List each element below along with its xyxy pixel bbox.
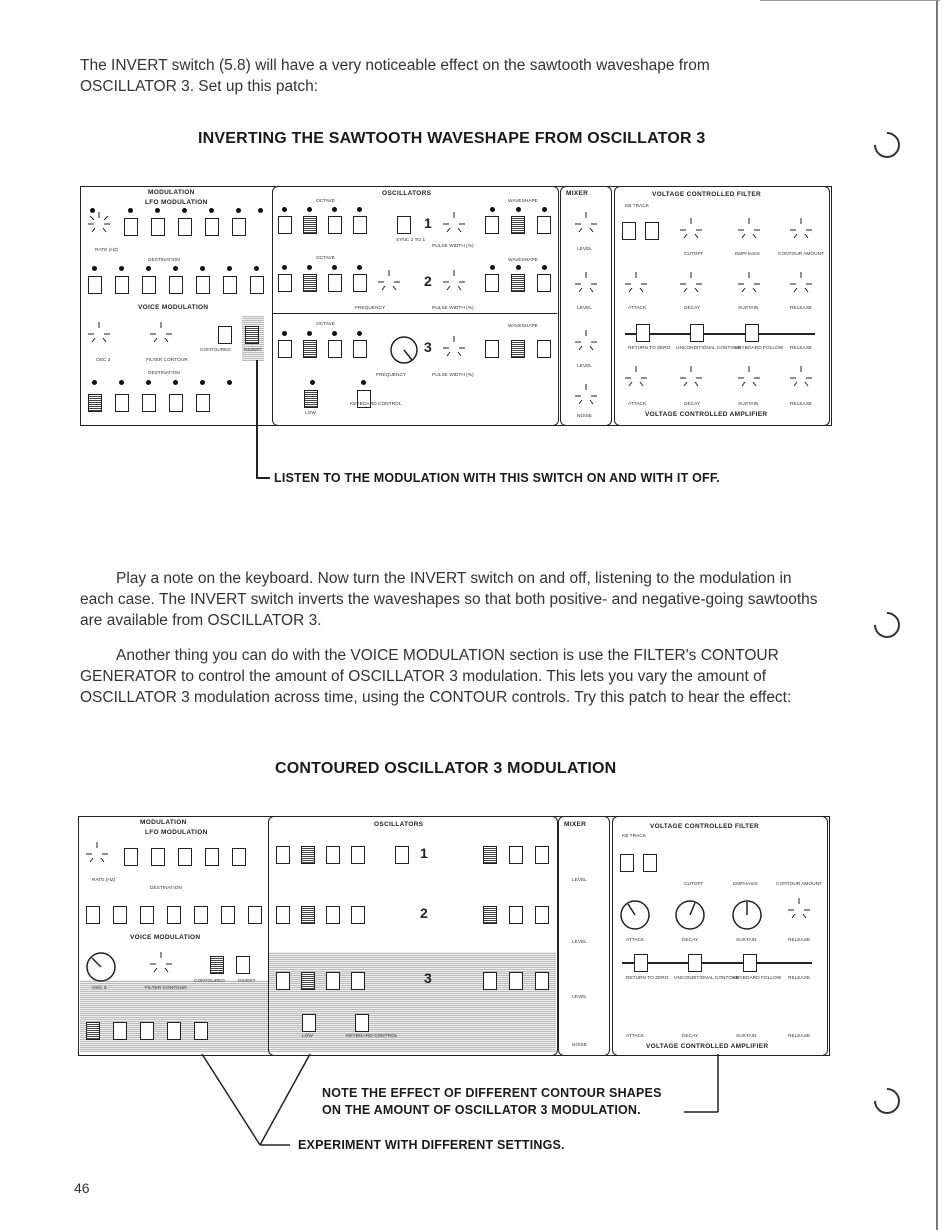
page-number: 46 [74, 1180, 90, 1196]
octave-label: OCTAVE [316, 322, 336, 327]
kbd-follow-label: KEYBOARD FOLLOW [733, 976, 782, 981]
kbd-control-label: KEYBOARD CONTROL [350, 402, 402, 407]
paragraph-2: Play a note on the keyboard. Now turn the INVERT switch on and off, listening to the modulation in each case. The INVERT switch inverts the waveshapes so that both positive- and negative-going sawtooths are available from OSCILLATOR 3. [80, 570, 818, 629]
waveshape-label: WAVESHAPE [508, 258, 538, 263]
waveshape-label: WAVESHAPE [508, 324, 538, 329]
return-to-zero-label: RETURN TO ZERO [628, 346, 671, 351]
unconditional-label: UNCONDITIONAL CONTOUR [676, 346, 742, 351]
osc2-label: OSC 2 [96, 358, 111, 363]
osc3-number: 3 [424, 970, 433, 986]
decay-label-2: DECAY [684, 402, 701, 407]
pw-label-3: PULSE WIDTH (%) [432, 373, 474, 378]
attack-label: ATTACK [628, 306, 647, 311]
lfo-title: LFO MODULATION [145, 199, 208, 206]
level-label: LEVEL [572, 940, 587, 945]
rate-label: RATE (HZ) [95, 248, 119, 253]
sync-label: SYNC 2 TO 1 [396, 238, 426, 243]
invert-label: INVERT [238, 979, 256, 984]
osc1-number: 1 [424, 215, 433, 231]
heading-inverting: INVERTING THE SAWTOOTH WAVESHAPE FROM OSCILLATOR 3 [198, 130, 706, 147]
attack-label: ATTACK [626, 938, 645, 943]
kbd-follow-label: KEYBOARD FOLLOW [735, 346, 784, 351]
freq-label: FREQUENCY [376, 373, 407, 378]
contour-amount-label: CONTOUR AMOUNT [778, 252, 825, 257]
return-to-zero-label: RETURN TO ZERO [626, 976, 669, 981]
contoured-label: CONTOURED [194, 979, 225, 984]
sustain-label-2: SUSTAIN [738, 402, 759, 407]
modulation-title: MODULATION [140, 819, 187, 826]
pw-label-2: PULSE WIDTH (%) [432, 306, 474, 311]
modulation-title: MODULATION [148, 189, 195, 196]
kbd-control-label: KEYBOARD CONTROL [346, 1034, 398, 1039]
intro-paragraph: The INVERT switch (5.8) will have a very noticeable effect on the sawtooth waveshape from OSCILLATOR 3. Set up this patch: [80, 57, 710, 95]
pw-label: PULSE WIDTH (%) [432, 244, 474, 249]
kbtrack-label: KB TRACK [625, 204, 649, 209]
caption-note-1: NOTE THE EFFECT OF DIFFERENT CONTOUR SHAPES [322, 1086, 662, 1100]
osc3-label: OSC 3 [92, 986, 107, 991]
vca-title: VOLTAGE CONTROLLED AMPLIFIER [646, 1043, 769, 1050]
release-label: RELEASE [790, 306, 813, 311]
emphasis-label: EMPHASIS [735, 252, 760, 257]
vcf-title: VOLTAGE CONTROLLED FILTER [650, 823, 759, 830]
noise-label: NOISE [572, 1043, 587, 1048]
heading-contoured: CONTOURED OSCILLATOR 3 MODULATION [275, 760, 617, 777]
caption-note-2: ON THE AMOUNT OF OSCILLATOR 3 MODULATION. [322, 1103, 641, 1117]
filter-contour-label: FILTER CONTOUR [145, 986, 187, 991]
low-label: LOW [305, 411, 316, 416]
invert-label: INVERT [244, 348, 262, 353]
emphasis-label: EMPHASIS [733, 882, 758, 887]
sustain-label: SUSTAIN [738, 306, 759, 311]
level-label: LEVEL [572, 878, 587, 883]
caption-listen: LISTEN TO THE MODULATION WITH THIS SWITCH ON AND WITH IT OFF. [274, 471, 720, 485]
release-label-3: RELEASE [788, 1034, 811, 1039]
mixer-title: MIXER [566, 190, 589, 197]
destination-label-2: DESTINATION [148, 371, 180, 376]
decay-label-2: DECAY [682, 1034, 699, 1039]
contour-amount-label: CONTOUR AMOUNT [776, 882, 823, 887]
freq-label: FREQUENCY [355, 306, 386, 311]
attack-label-2: ATTACK [628, 402, 647, 407]
level-label: LEVEL [572, 995, 587, 1000]
sustain-label: SUSTAIN [736, 938, 757, 943]
octave-label: OCTAVE [316, 199, 336, 204]
voice-mod-title: VOICE MODULATION [130, 934, 201, 941]
osc2-number: 2 [420, 905, 429, 921]
level-label: LEVEL [577, 306, 592, 311]
oscillators-title: OSCILLATORS [382, 190, 432, 197]
cutoff-label: CUTOFF [684, 882, 704, 887]
destination-label: DESTINATION [148, 258, 180, 263]
release-label-3: RELEASE [790, 402, 813, 407]
cutoff-label: CUTOFF [684, 252, 704, 257]
attack-label-2: ATTACK [626, 1034, 645, 1039]
filter-contour-label: FILTER CONTOUR [146, 358, 188, 363]
caption-experiment: EXPERIMENT WITH DIFFERENT SETTINGS. [298, 1138, 565, 1152]
paragraph-3: Another thing you can do with the VOICE MODULATION section is use the FILTER's CONTOUR GENERATOR to control the amount of OSCILLATOR 3 modulation. This lets you vary the amount of OSCILLATOR 3 modulation across time, using the CONTOUR controls. Try this patch to hear the effect: [80, 647, 792, 706]
mixer-title: MIXER [564, 821, 587, 828]
unconditional-label: UNCONDITIONAL CONTOUR [674, 976, 740, 981]
level-label: LEVEL [577, 247, 592, 252]
release-label-2: RELEASE [788, 976, 811, 981]
vca-title: VOLTAGE CONTROLLED AMPLIFIER [645, 411, 768, 418]
decay-label: DECAY [682, 938, 699, 943]
level-label: LEVEL [577, 364, 592, 369]
voice-mod-title: VOICE MODULATION [138, 304, 209, 311]
sustain-label-2: SUSTAIN [736, 1034, 757, 1039]
destination-label: DESTINATION [150, 886, 182, 891]
osc3-number: 3 [424, 339, 433, 355]
release-label-2: RELEASE [790, 346, 813, 351]
decay-label: DECAY [684, 306, 701, 311]
rate-label: RATE (HZ) [92, 878, 116, 883]
contoured-label: CONTOURED [200, 348, 231, 353]
vcf-title: VOLTAGE CONTROLLED FILTER [652, 191, 761, 198]
osc2-number: 2 [424, 273, 433, 289]
noise-label: NOISE [577, 414, 592, 419]
low-label: LOW [302, 1034, 313, 1039]
waveshape-label: WAVESHAPE [508, 199, 538, 204]
osc1-number: 1 [420, 845, 429, 861]
kbtrack-label: KB TRACK [622, 834, 646, 839]
lfo-title: LFO MODULATION [145, 829, 208, 836]
oscillators-title: OSCILLATORS [374, 821, 424, 828]
release-label: RELEASE [788, 938, 811, 943]
octave-label: OCTAVE [316, 256, 336, 261]
